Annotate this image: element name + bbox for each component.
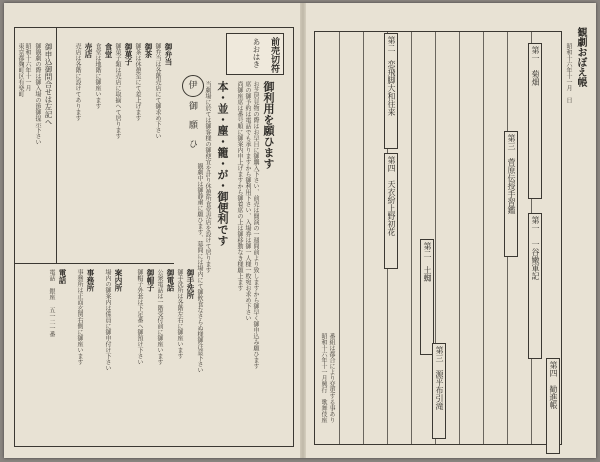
sidebar-label-3: 御菓子 (124, 43, 133, 66)
ledger-col-line (483, 32, 484, 444)
far-left-caption-2: 東京都麹町区有楽町 (17, 43, 24, 97)
body-column-1: お芝居見物の際はお早目に御購入下さい、前売は開演の一週間前より致しますから御早く御申込み願ひます (252, 81, 259, 369)
sidebar-label-2: 御茶 (144, 43, 153, 58)
bottom-row-text-3: 電話 銀座 五一二一番 (48, 269, 55, 337)
body-column-2: 席の御予約は電話でも承りますから御利用下さい、入場券は御一人様一枚宛お求め下さい (244, 81, 251, 321)
sidebar-label-5: 売店 (84, 43, 93, 58)
footer-column-1: 昭和十六年十一月興行 歌舞伎座 (320, 333, 327, 423)
ledger-col-line (363, 32, 364, 444)
body-column-5: 観劇中は御静粛に願ひます、幕間には場内にて御飲食なさらぬ様御注意下さい (196, 163, 203, 373)
sidebar-label-1: 御弁当 (164, 43, 173, 66)
sidebar-text-2: 御茶は休憩室にて差上げます (134, 43, 141, 121)
far-left-divider (56, 27, 57, 263)
far-left-column-1: 御申込御問合せは左記へ (44, 43, 53, 126)
body-column-3: 尚御座席は番号順に御案内申上げますから御着席の上は御移動なき様願上ます (236, 81, 243, 291)
lower-text-3: 御帽子外套は下足番へ御預け下さい (136, 269, 143, 365)
date-line: 昭和十六年十一月 日 (565, 43, 572, 103)
section-divider (14, 263, 174, 264)
bottom-row-text-1: 場内の御案内は係員に御申付け下さい (104, 269, 111, 371)
sidebar-label-4: 食堂 (104, 43, 113, 58)
sidebar-text-3: 御菓子類は売店に取揃へて居ります (114, 43, 121, 139)
seal-stamp: 伊 (182, 75, 204, 97)
ledger-col-line (339, 32, 340, 444)
lower-label-3: 御帽子 (146, 269, 155, 292)
program-heading-1: 第一 菊畑 (528, 43, 542, 199)
program-heading-6: 第二 土蜘 (420, 239, 434, 355)
book-title: 観劇おぼえ帳 (575, 27, 586, 87)
lower-label-2: 御電話 (166, 269, 175, 292)
bottom-row-label-3: 電話 (58, 269, 67, 284)
ticket-heading-title: 前売切符 (269, 37, 279, 73)
program-heading-4: 第四 天衣紛上野初花 (384, 153, 398, 269)
program-heading-3: 第三 菅原伝授手習鑑 (504, 131, 518, 257)
ledger-col-line (459, 32, 460, 444)
body-column-4: 当劇場に於ては御客様の御便宜を計り休憩所食堂売店を設けて居ります (204, 81, 211, 273)
program-heading-2: 第二 恋飛脚大和往来 (384, 33, 398, 149)
program-heading-8: 第四 勧進帳 (546, 358, 560, 454)
far-left-column-2: 御観劇の際は御入場の節御提示下さい (34, 43, 41, 145)
sidebar-text-1: 御弁当は各階売店にて御求め下さい (154, 43, 161, 139)
left-page (4, 3, 300, 458)
bottom-row-label-2: 事務所 (86, 269, 95, 292)
program-heading-7: 第三 源平布引滝 (432, 343, 446, 439)
lower-label-1: 御手洗所 (186, 269, 195, 299)
ticket-heading-box (226, 33, 284, 75)
lower-text-1: 御手洗所は各階左右に御座います (176, 269, 183, 359)
program-heading-5: 第一 一谷嫩軍記 (528, 213, 542, 359)
section-heading-1: 本・並・塵・籠・が・御便利です (216, 81, 229, 246)
stamp-caption: 御 願 ひ (187, 101, 197, 148)
ledger-col-line (411, 32, 412, 444)
main-heading: 御利用を願ひます (262, 81, 275, 169)
sidebar-text-4: 食堂は地階に御座います (94, 43, 101, 109)
far-left-caption-1: 昭和十六年十一月 (24, 43, 31, 91)
sidebar-text-5: 売店は各階に設けてあります (74, 43, 81, 121)
bottom-row-label-1: 案内所 (114, 269, 123, 292)
ticket-heading-subtitle: あおはき (252, 38, 261, 68)
footer-column-2: 番組は都合により変更する事あり (328, 333, 335, 423)
bottom-row-text-2: 事務所は正面玄関右側に御座います (76, 269, 83, 365)
book-spread (4, 3, 596, 458)
right-page (306, 3, 596, 458)
lower-text-2: 公衆電話は一階受付前に御座います (156, 269, 163, 365)
